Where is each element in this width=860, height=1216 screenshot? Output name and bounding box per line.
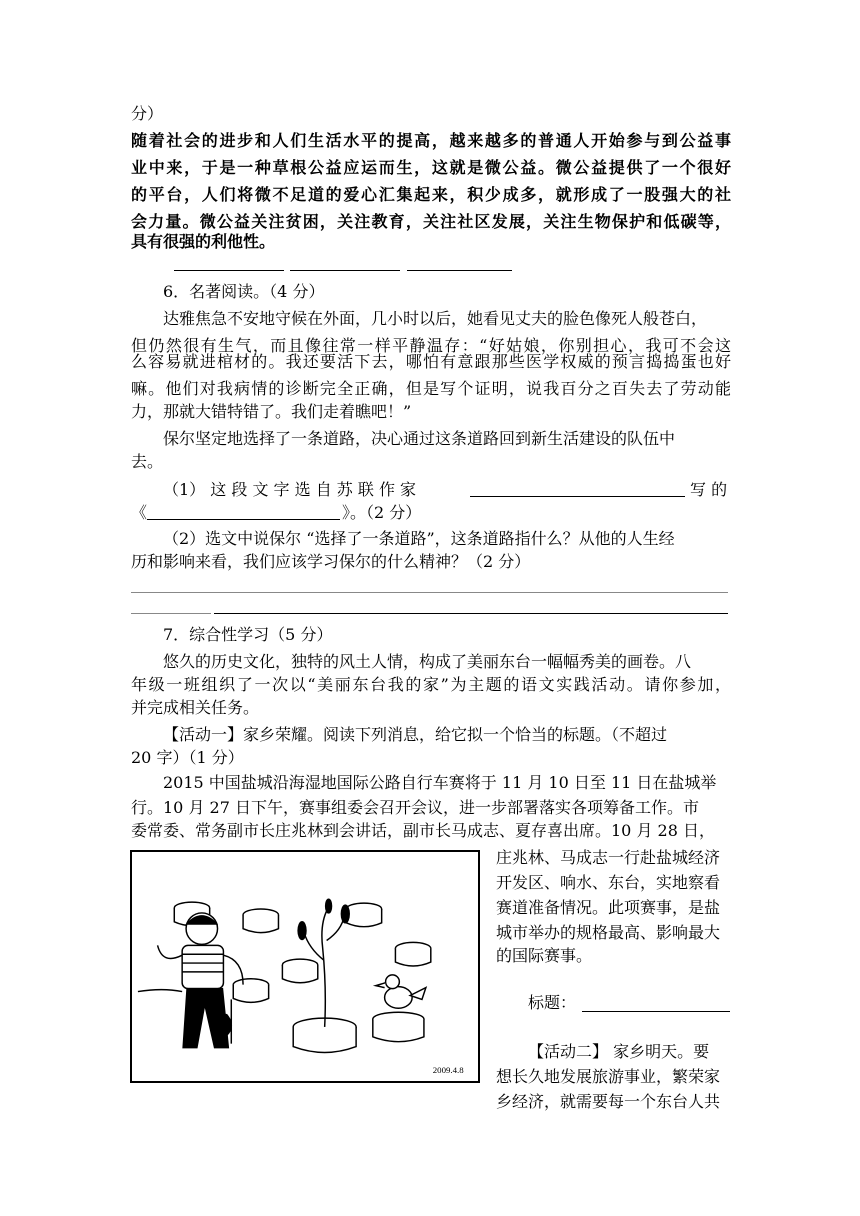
text-line: 并完成相关任务。: [131, 698, 260, 717]
cartoon-signature: 2009.4.8: [432, 1065, 464, 1076]
text-line: 具有很强的利他性。: [131, 232, 276, 251]
text-line: 业中来，于是一种草根公益应运而生，这就是微公益。微公益提供了一个很好: [131, 158, 731, 177]
text-line: 随着社会的进步和人们生活水平的提高，越来越多的普通人开始参与到公益事: [131, 131, 731, 150]
text-line: 保尔坚定地选择了一条道路，决心通过这条道路回到新生活建设的队伍中: [163, 429, 676, 448]
text-line: 乡经济，就需要每一个东台人共: [496, 1092, 721, 1111]
text-line: 开发区、响水、东台，实地察看: [496, 873, 721, 892]
cartoon-illustration: [130, 850, 480, 1083]
text-line: 历和影响来看，我们应该学习保尔的什么精神？（2 分）: [131, 552, 531, 571]
question-title: 6．名著阅读。（4 分）: [163, 282, 325, 301]
author-blank[interactable]: [470, 496, 685, 497]
title-label: 标题：: [528, 993, 577, 1012]
text-line: 2015 中国盐城沿海湿地国际公路自行车赛将于 11 月 10 日至 11 日在盐城举: [163, 773, 717, 792]
text-line: 【活动二】 家乡明天。要: [528, 1042, 710, 1061]
text-line: 的国际赛事。: [496, 946, 593, 965]
text-line: 想长久地发展旅游事业，繁荣家: [496, 1067, 721, 1086]
text-line: 委常委、常务副市长庄兆林到会讲话，副市长马成志、夏存喜出席。10 月 28 日，: [131, 821, 715, 840]
text-line: 20 字）（1 分）: [131, 748, 244, 767]
answer-line[interactable]: [214, 613, 728, 614]
answer-line[interactable]: [131, 613, 211, 614]
news-title-blank[interactable]: [582, 1011, 730, 1012]
text-line: （1） 这 段 文 字 选 自 苏 联 作 家: [163, 480, 417, 499]
text-line: 力，那就大错特错了。我们走着瞧吧！”: [131, 402, 412, 421]
text-line: 赛道准备情况。此项赛事，是盐: [496, 898, 721, 917]
text-line: 么容易就进棺材的。我还要活下去，哪怕有意跟那些医学权威的预言捣捣蛋也好: [131, 352, 731, 371]
question-title: 7．综合性学习（5 分）: [163, 625, 333, 644]
text-line: 达雅焦急不安地守候在外面，几小时以后，她看见丈夫的脸色像死人般苍白，: [163, 309, 708, 328]
text-line: 悠久的历史文化，独特的风土人情，构成了美丽东台一幅幅秀美的画卷。八: [163, 652, 692, 671]
answer-blank[interactable]: [407, 270, 512, 271]
text-line: 年级一班组织了一次以“美丽东台我的家”为主题的语文实践活动。请你参加，: [131, 675, 731, 694]
text-line: （2）选文中说保尔 “选择了一条道路”，这条道路指什么？从他的人生经: [163, 529, 675, 548]
text-line: 城市举办的规格最高、影响最大: [496, 923, 721, 942]
text-line: 分）: [131, 104, 164, 123]
text-line: 会力量。微公益关注贫困，关注教育，关注社区发展，关注生物保护和低碳等，: [131, 212, 731, 231]
text-line: 庄兆林、马成志一行赴盐城经济: [496, 848, 721, 867]
text-line: 行。10 月 27 日下午，赛事组委会召开会议，进一步部署落实各项筹备工作。市: [131, 798, 699, 817]
book-title-blank[interactable]: [147, 519, 340, 520]
answer-blank[interactable]: [290, 270, 400, 271]
text-line: 》。（2 分）: [342, 503, 422, 522]
text-line: 但仍然很有生气，而且像往常一样平静温存：“好姑娘，你别担心，我可不会这: [131, 336, 731, 355]
answer-blank[interactable]: [174, 270, 284, 271]
text-line: 嘛。他们对我病情的诊断完全正确，但是写个证明，说我百分之百失去了劳动能: [131, 379, 731, 398]
text-line: 【活动一】家乡荣耀。阅读下列消息，给它拟一个恰当的标题。（不超过: [163, 725, 668, 744]
text-line: 《: [131, 503, 148, 522]
text-line: 的平台，人们将微不足道的爱心汇集起来，积少成多，就形成了一股强大的社: [131, 185, 731, 204]
text-line: 去。: [131, 452, 164, 471]
answer-line[interactable]: [131, 592, 728, 593]
text-line: 写 的: [690, 480, 728, 499]
